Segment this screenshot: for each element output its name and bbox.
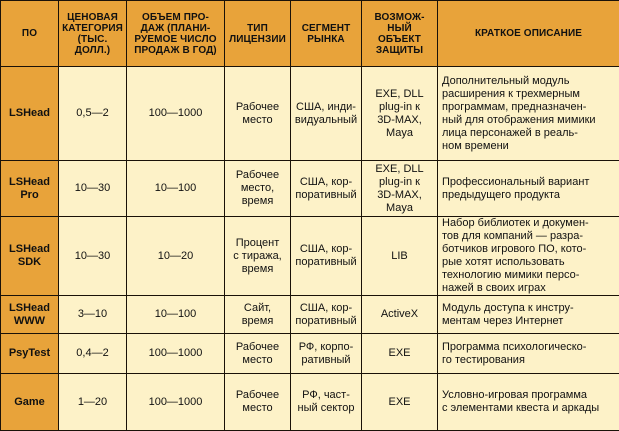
volume-cell: 100—1000: [127, 334, 225, 374]
cell-text-line: EXE: [365, 347, 434, 360]
cell-text-line: PsyTest: [4, 347, 55, 360]
header-description: [438, 1, 619, 67]
protection-cell: [362, 161, 438, 217]
segment-cell: [291, 374, 362, 431]
volume-cell: 100—1000: [127, 67, 225, 161]
cell-text-line: время: [228, 315, 287, 328]
cell-text-line: РФ, корпо-: [294, 341, 358, 354]
cell-text-line: Программа психологическо-: [442, 341, 616, 354]
cell-text-line: Модуль доступа к инстру-: [442, 302, 616, 315]
protection-cell: [362, 67, 438, 161]
cell-text-line: WWW: [4, 315, 55, 328]
cell-text-line: поративный: [294, 315, 358, 328]
table-row: [1, 161, 619, 217]
license-cell: [225, 161, 291, 217]
cell-text-line: место: [228, 402, 287, 415]
cell-text-line: РЫНКА: [294, 34, 358, 45]
table-row: [1, 374, 619, 431]
cell-text-line: ЗАЩИТЫ: [365, 45, 434, 56]
cell-text-line: Сайт,: [228, 302, 287, 315]
table-row: [1, 67, 619, 161]
cell-text-line: США, кор-: [294, 302, 358, 315]
header-license-type: [225, 1, 291, 67]
cell-text-line: США, кор-: [294, 243, 358, 256]
cell-text-line: время: [228, 195, 287, 208]
cell-text-line: ПО: [4, 28, 55, 39]
protection-cell: [362, 217, 438, 296]
volume-cell: 100—1000: [127, 374, 225, 431]
table-header-row: [1, 1, 619, 67]
cell-text-line: Рабочее: [228, 389, 287, 402]
cell-text-line: ПРОДАЖ В ГОД): [130, 45, 221, 56]
cell-text-line: поративный: [294, 256, 358, 269]
price-cell: 10—30: [59, 161, 127, 217]
volume-cell: 10—20: [127, 217, 225, 296]
cell-text-line: лица персонажей в реаль-: [442, 127, 616, 140]
cell-text-line: КАТЕГОРИЯ: [62, 23, 123, 34]
cell-text-line: РФ, част-: [294, 389, 358, 402]
cell-text-line: ботчиков игрового ПО, кото-: [442, 243, 616, 256]
cell-text-line: 3D-MAX,: [365, 189, 434, 202]
cell-text-line: ОБЪЕМ ПРО-: [130, 12, 221, 23]
cell-text-line: Набор библиотек и докумен-: [442, 217, 616, 230]
cell-text-line: Дополнительный модуль: [442, 75, 616, 88]
volume-cell: 10—100: [127, 296, 225, 334]
cell-text-line: время: [228, 263, 287, 276]
cell-text-line: место,: [228, 182, 287, 195]
cell-text-line: EXE, DLL: [365, 163, 434, 176]
cell-text-line: LSHead: [4, 107, 55, 120]
segment-cell: [291, 161, 362, 217]
license-cell: [225, 334, 291, 374]
segment-cell: [291, 334, 362, 374]
cell-text-line: plug-in к: [365, 176, 434, 189]
cell-text-line: РУЕМОЕ ЧИСЛО: [130, 34, 221, 45]
description-cell: [438, 334, 619, 374]
segment-cell: [291, 296, 362, 334]
cell-text-line: с элементами квеста и аркады: [442, 402, 616, 415]
segment-cell: [291, 217, 362, 296]
cell-text-line: LSHead: [4, 243, 55, 256]
cell-text-line: 3D-MAX,: [365, 114, 434, 127]
software-name-cell: [1, 374, 59, 431]
cell-text-line: ЦЕНОВАЯ: [62, 12, 123, 23]
description-cell: [438, 374, 619, 431]
cell-text-line: Рабочее: [228, 169, 287, 182]
software-name-cell: [1, 334, 59, 374]
price-cell: 3—10: [59, 296, 127, 334]
cell-text-line: ДАЖ (ПЛАНИ-: [130, 23, 221, 34]
cell-text-line: предыдущего продукта: [442, 189, 616, 202]
cell-text-line: СЕГМЕНТ: [294, 23, 358, 34]
cell-text-line: Процент: [228, 237, 287, 250]
description-cell: [438, 161, 619, 217]
description-cell: [438, 217, 619, 296]
cell-text-line: LSHead: [4, 302, 55, 315]
cell-text-line: программам, предназначен-: [442, 101, 616, 114]
protection-cell: [362, 334, 438, 374]
cell-text-line: место: [228, 354, 287, 367]
cell-text-line: Game: [4, 396, 55, 409]
description-cell: [438, 67, 619, 161]
price-cell: 10—30: [59, 217, 127, 296]
cell-text-line: поративный: [294, 189, 358, 202]
cell-text-line: ЛИЦЕНЗИИ: [228, 34, 287, 45]
cell-text-line: го тестирования: [442, 354, 616, 367]
cell-text-line: ВОЗМОЖ-: [365, 12, 434, 23]
cell-text-line: с тиража,: [228, 250, 287, 263]
header-market-segment: [291, 1, 362, 67]
cell-text-line: нажей в своих играх: [442, 282, 616, 295]
price-cell: 0,4—2: [59, 334, 127, 374]
cell-text-line: Рабочее: [228, 341, 287, 354]
cell-text-line: Maya: [365, 202, 434, 215]
cell-text-line: ActiveX: [365, 308, 434, 321]
cell-text-line: ный сектор: [294, 402, 358, 415]
header-software: [1, 1, 59, 67]
cell-text-line: ТИП: [228, 23, 287, 34]
cell-text-line: Рабочее: [228, 101, 287, 114]
cell-text-line: Профессиональный вариант: [442, 176, 616, 189]
cell-text-line: ративный: [294, 354, 358, 367]
software-name-cell: [1, 217, 59, 296]
protection-cell: [362, 374, 438, 431]
cell-text-line: США, кор-: [294, 176, 358, 189]
cell-text-line: НЫЙ: [365, 23, 434, 34]
cell-text-line: США, инди-: [294, 101, 358, 114]
cell-text-line: LIB: [365, 250, 434, 263]
license-cell: [225, 374, 291, 431]
software-name-cell: [1, 296, 59, 334]
cell-text-line: EXE, DLL: [365, 88, 434, 101]
cell-text-line: рые хотят использовать: [442, 256, 616, 269]
software-name-cell: [1, 67, 59, 161]
software-name-cell: [1, 161, 59, 217]
cell-text-line: Pro: [4, 189, 55, 202]
volume-cell: 10—100: [127, 161, 225, 217]
cell-text-line: (ТЫС.: [62, 34, 123, 45]
header-protection-object: [362, 1, 438, 67]
cell-text-line: ном времени: [442, 140, 616, 153]
table-row: [1, 296, 619, 334]
cell-text-line: ментам через Интернет: [442, 315, 616, 328]
license-cell: [225, 217, 291, 296]
cell-text-line: видуальный: [294, 114, 358, 127]
header-price-category: [59, 1, 127, 67]
cell-text-line: plug-in к: [365, 101, 434, 114]
cell-text-line: Условно-игровая программа: [442, 389, 616, 402]
price-cell: 1—20: [59, 374, 127, 431]
cell-text-line: EXE: [365, 396, 434, 409]
cell-text-line: ОБЪЕКТ: [365, 34, 434, 45]
cell-text-line: Maya: [365, 127, 434, 140]
price-cell: 0,5—2: [59, 67, 127, 161]
description-cell: [438, 296, 619, 334]
table-row: [1, 334, 619, 374]
cell-text-line: КРАТКОЕ ОПИСАНИЕ: [441, 28, 616, 39]
segment-cell: [291, 67, 362, 161]
cell-text-line: ДОЛЛ.): [62, 45, 123, 56]
cell-text-line: технологию мимики персо-: [442, 269, 616, 282]
cell-text-line: тов для компаний — разра-: [442, 230, 616, 243]
cell-text-line: расширения к трехмерным: [442, 88, 616, 101]
protection-cell: [362, 296, 438, 334]
license-cell: [225, 67, 291, 161]
license-cell: [225, 296, 291, 334]
cell-text-line: ный для отображения мимики: [442, 114, 616, 127]
header-sales-volume: [127, 1, 225, 67]
table-row: [1, 217, 619, 296]
cell-text-line: LSHead: [4, 176, 55, 189]
cell-text-line: место: [228, 114, 287, 127]
cell-text-line: SDK: [4, 256, 55, 269]
